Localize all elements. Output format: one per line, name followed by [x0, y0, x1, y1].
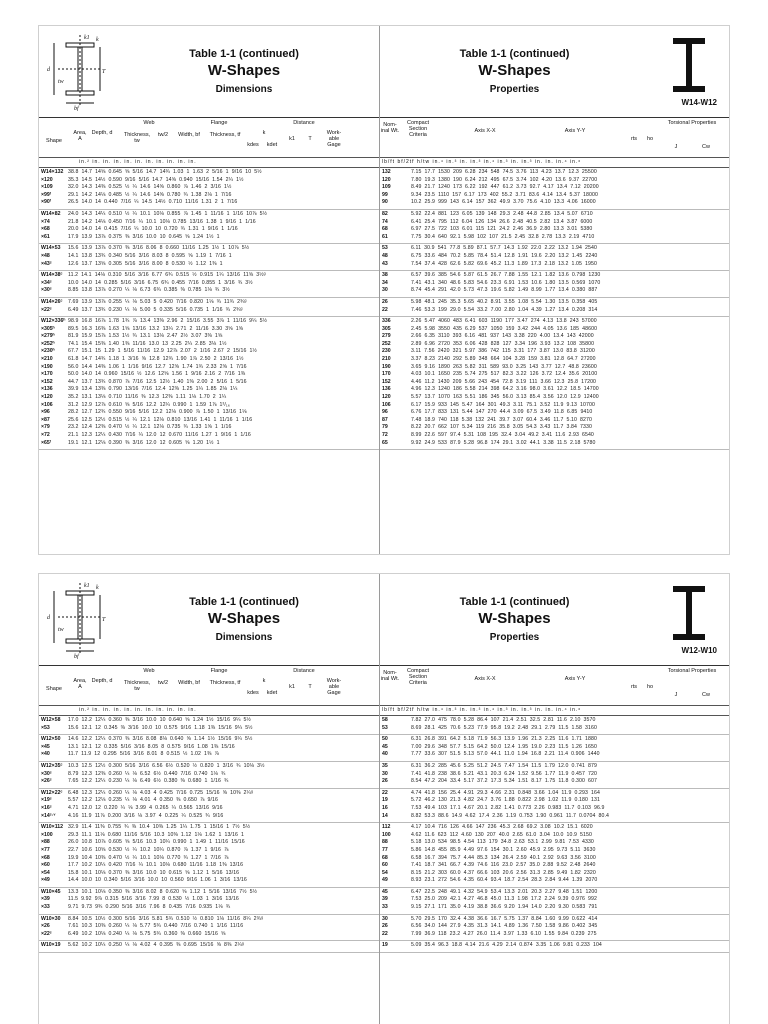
col-web-half: tw/2	[157, 680, 169, 686]
col-axis-x: Axis X-X	[474, 676, 496, 682]
col-rts: rts	[630, 136, 638, 142]
shape-group	[380, 888, 729, 915]
dimensions-table-body	[39, 716, 379, 953]
table-row: 53 8.69 28.1 425 70.6 5.23 77.9 95.8 19.2 2.48 29.1 2.79 11.5 1.58 3160	[382, 724, 598, 731]
table-subtitle: Dimensions	[215, 84, 273, 95]
table-row: 82 5.92 22.4 881 123 6.05 139 148 29.3 2.48 44.8 2.85 13.4 5.07 6710	[382, 210, 593, 217]
col-t: T	[308, 136, 312, 142]
col-ho: ho	[646, 684, 654, 690]
table-row: W14×82 24.0 14.3 14¼ 0.510 ½ ¼ 10.1 10⅛ 0.855 ⅞ 1.45 1 11/16 1 1/16 10⅞ 5½	[41, 210, 268, 217]
table-row: ×100 29.3 11.1 11⅛ 0.680 11/16 5/16 10.3 10⅜ 1.12 1⅛ 1.62 1 13/16 1	[41, 831, 244, 838]
table-row: 35 6.31 36.2 285 45.6 5.25 51.2 24.5 7.47 1.54 11.5 1.79 12.0 0.741 879	[382, 762, 598, 769]
col-flange-thickness: Thickness, tf	[209, 132, 241, 138]
table-row: ×120 35.2 13.1 13⅛ 0.710 11/16 ⅜ 12.3 12⅜ 1.11 1⅛ 1.70 2 1¼	[41, 394, 227, 401]
w-shape-section-diagram-icon	[44, 579, 112, 659]
table-row: 120 7.80 19.3 1380 190 6.24 212 495 67.5 3.74 102 4.20 13.6 9.37 22700	[382, 176, 598, 183]
column-headers	[39, 118, 379, 158]
table-row: 19 5.09 35.4 96.3 18.8 4.14 21.6 4.29 2.14 0.874 3.35 1.06 9.81 0.233 104	[382, 942, 602, 949]
table-row: ×190 56.0 14.4 14⅜ 1.06 1 1/16 9/16 12.7 12⅝ 1.74 1¾ 2.33 2⅝ 1 7/16	[41, 363, 247, 370]
table-row: ×74 21.8 14.2 14⅛ 0.450 7/16 ¼ 10.1 10⅛ 0.785 13/16 1.38 1 9/16 1 1/16	[41, 218, 256, 225]
col-t: T	[308, 684, 312, 690]
table-row: ×170 50.0 14.0 14 0.960 15/16 ½ 12.6 12⅝ 1.56 1 9/16 2.16 2 7/16 1⅜	[41, 371, 246, 378]
table-row: 58 7.82 27.0 475 78.0 5.28 86.4 107 21.4 2.51 32.5 2.81 11.6 2.10 3570	[382, 717, 596, 723]
col-web: Web	[143, 668, 155, 674]
col-axis-y: Axis Y-Y	[564, 128, 586, 134]
shape-group	[380, 244, 729, 271]
table-row: ×99ᶠ 29.1 14.2 14⅛ 0.485 ½ ¼ 14.6 14⅝ 0.780 ¾ 1.38 2⅛ 1 7/16	[41, 191, 232, 198]
col-kdes: kdes	[247, 142, 259, 148]
shape-group	[39, 244, 379, 271]
i-beam-icon	[669, 36, 709, 94]
shape-group	[380, 735, 729, 762]
table-row: 77 5.86 14.8 455 85.9 4.49 97.6 154 30.1 2.60 45.9 2.95 9.73 5.11 3630	[382, 846, 596, 853]
svg-text:tw: tw	[58, 79, 64, 85]
table-row: W14×26ᶜ 7.69 13.9 13⅞ 0.255 ¼ ⅛ 5.03 5 0.420 7/16 0.820 1⅛ ¾ 11¾ 2¾ᵍ	[41, 298, 247, 305]
table-number: Table 1-1 (continued)	[459, 596, 570, 608]
table-row: 210 3.37 8.23 2140 292 5.89 348 664 104 3.28 159 3.81 12.8 64.7 27200	[382, 356, 596, 363]
table-row: 22 4.74 41.8 156 25.4 4.91 29.3 4.66 2.31 0.848 3.66 1.04 11.9 0.293 164	[382, 789, 600, 796]
table-row: 170 4.03 10.1 1650 235 5.74 275 517 82.3 3.22 126 3.72 12.4 35.6 20100	[382, 371, 598, 378]
table-row: 65 9.92 24.9 533 87.9 5.28 96.8 174 29.1 3.02 44.1 3.38 11.5 2.18 5780	[382, 439, 596, 446]
col-flange-width: Width, bf	[178, 132, 200, 138]
col-flange-width: Width, bf	[178, 680, 200, 686]
col-distance: Distance	[293, 120, 315, 126]
shape-group	[380, 298, 729, 317]
col-flange-thickness: Thickness, tf	[209, 680, 241, 686]
table-row: ×30ᶜ 8.79 12.3 12⅜ 0.260 ¼ ⅛ 6.52 6½ 0.440 7/16 0.740 1⅛ ¾	[41, 770, 226, 777]
col-compact-criteria: Compact Section Criteria	[406, 120, 429, 138]
units-row: in.² in. in. in. in. in. in. in. in. in. in.	[39, 158, 379, 168]
table-row: W12×336ʰ 98.9 16.8 16⅞ 1.78 1¾ ⅞ 13.4 13⅜ 2.96 2 15/16 3.55 3⅞ 1 11/16 9¼ 5½	[41, 318, 268, 325]
table-row: ×49 14.4 10.0 10 0.340 5/16 3/16 10.0 10 0.560 9/16 1.06 1 3/16 13/16	[41, 877, 247, 884]
table-row: 45 7.00 29.6 348 57.7 5.15 64.2 50.0 12.4 1.95 19.0 2.23 11.5 1.26 1650	[382, 743, 598, 750]
table-row: 60 7.41 18.7 341 66.7 4.39 74.6 116 23.0 2.57 35.0 2.88 9.52 2.48 2640	[382, 862, 596, 869]
table-row: 120 5.57 13.7 1070 163 5.51 186 345 56.0 3.13 85.4 3.56 12.0 12.9 12400	[382, 394, 599, 401]
shape-range-tag: W12-W10	[681, 646, 717, 655]
shape-group	[39, 823, 379, 888]
table-row: 43 7.54 37.4 428 62.6 5.82 69.6 45.2 11.3 1.89 17.3 2.18 13.2 1.05 1950	[382, 260, 598, 267]
column-headers	[380, 118, 729, 158]
properties-page	[380, 26, 729, 554]
table-row: 112 4.17 10.4 716 126 4.66 147 236 45.3 2.68 69.2 3.08 10.2 15.1 6020	[382, 824, 593, 831]
table-row: ×43ᶜ 12.6 13.7 13⅝ 0.305 5/16 3/16 8.00 8 0.530 ½ 1.12 1⅜ 1	[41, 260, 223, 267]
column-headers	[39, 666, 379, 706]
shape-group	[380, 941, 729, 953]
table-row: 96 6.76 17.7 833 131 5.44 147 270 44.4 3.09 67.5 3.49 11.8 6.85 9410	[382, 409, 593, 416]
shape-group	[380, 716, 729, 735]
table-row: ×109 32.0 14.3 14⅜ 0.525 ½ ¼ 14.6 14⅝ 0.860 ⅞ 1.46 2 3/16 1½	[41, 184, 232, 191]
shape-group	[380, 210, 729, 244]
shape-group	[39, 210, 379, 244]
col-depth: Depth, d	[91, 130, 113, 136]
table-row: ×96 28.2 12.7 12¾ 0.550 9/16 5/16 12.2 12⅛ 0.900 ⅞ 1.50 1 13/16 1⅛	[41, 409, 247, 416]
dimensions-table-body	[39, 168, 379, 450]
shape-group	[39, 735, 379, 762]
col-cw: Cw	[702, 692, 710, 698]
table-row: W10×45 13.3 10.1 10⅛ 0.350 ⅜ 3/16 8.02 8 0.620 ⅝ 1.12 1 5/16 13/16 7½ 5½	[41, 888, 258, 895]
shape-range-tag: W14-W12	[681, 98, 717, 107]
table-row: W12×35ᶜ 10.3 12.5 12½ 0.300 5/16 3/16 6.56 6½ 0.520 ½ 0.820 1 3/16 ¾ 10⅛ 3½	[41, 762, 265, 769]
w-shape-section-diagram-icon	[44, 31, 112, 111]
col-axis-y: Axis Y-Y	[564, 676, 586, 682]
col-k1: k1	[289, 136, 295, 142]
col-web: Web	[143, 120, 155, 126]
col-depth: Depth, d	[91, 678, 113, 684]
col-distance: Distance	[293, 668, 315, 674]
svg-text:k1: k1	[84, 583, 90, 589]
col-kdes: kdes	[247, 690, 259, 696]
table-row: 305 2.45 5.98 3550 435 6.29 537 1050 159 3.42 244 4.05 13.6 185 48600	[382, 325, 598, 332]
properties-table-body	[380, 168, 729, 450]
table-row: ×30ᶜ 8.85 13.8 13⅞ 0.270 ¼ ⅛ 6.73 6¾ 0.385 ⅜ 0.785 1⅛ ¾ 3½	[41, 287, 230, 294]
table-row: ×65ᶠ 19.1 12.1 12⅛ 0.390 ⅜ 3/16 12.0 12 0.605 ⅝ 1.20 1½ 1	[41, 439, 220, 446]
col-web-thickness: Thickness, tw	[123, 132, 151, 144]
col-nominal-weight: Nom-inal Wt.	[380, 122, 400, 134]
svg-text:k: k	[96, 585, 99, 591]
shape-group	[39, 789, 379, 823]
col-gage: Work-able Gage	[326, 130, 342, 148]
table-title: W-Shapes	[478, 610, 551, 627]
col-nominal-weight: Nom-inal Wt.	[380, 670, 400, 682]
col-torsional: Torsional Properties	[667, 668, 717, 674]
table-row: 33 9.15 27.1 171 35.0 4.19 38.8 36.6 9.20 1.94 14.0 2.20 9.30 0.583 791	[382, 904, 598, 911]
col-cw: Cw	[702, 144, 710, 150]
col-shape: Shape	[46, 138, 62, 144]
table-row: W10×30 8.84 10.5 10½ 0.300 5/16 3/16 5.81 5¾ 0.510 ½ 0.810 1⅛ 11/16 8¼ 2¾ᵍ	[41, 915, 264, 922]
table-row: W12×50 14.6 12.2 12¼ 0.370 ⅜ 3/16 8.08 8⅛ 0.640 ⅝ 1.14 1½ 15/16 9¼ 5½	[41, 736, 253, 743]
table-row: W12×22ᶜ 6.48 12.3 12¼ 0.260 ¼ ⅛ 4.03 4 0.425 7/16 0.725 15/16 ⅝ 10⅜ 2¼ᵍ	[41, 789, 254, 796]
table-row: 22 7.99 36.9 118 23.2 4.27 26.0 11.4 3.97 1.33 6.10 1.55 9.84 0.239 275	[382, 930, 597, 937]
col-web-thickness: Thickness, tw	[123, 680, 151, 692]
table-row: ×26 7.61 10.3 10⅜ 0.260 ¼ ⅛ 5.77 5¾ 0.440 7/16 0.740 1 1/16 11/16	[41, 923, 244, 930]
units-row: lb/ft bf/2tf h/tw in.⁴ in.³ in. in.³ in.⁴ in.³ in. in.³ in. in. in.⁴ in.⁶	[380, 158, 729, 168]
svg-text:k: k	[96, 37, 99, 43]
table-row: W14×38ᶜ 11.2 14.1 14⅛ 0.310 5/16 3/16 6.77 6¾ 0.515 ½ 0.915 1¼ 13/16 11⅝ 3½ᵍ	[41, 272, 266, 279]
page-header	[39, 26, 379, 118]
table-row: 49 8.93 23.1 272 54.6 4.35 60.4 93.4 18.7 2.54 28.3 2.84 9.44 1.39 2070	[382, 877, 598, 884]
table-row: ×54 15.8 10.1 10⅛ 0.370 ⅜ 3/16 10.0 10 0.615 ⅝ 1.12 1 5/16 13/16	[41, 869, 240, 876]
table-row: 72 8.99 22.6 597 97.4 5.31 108 195 32.4 3.04 49.2 3.41 11.6 2.93 6540	[382, 432, 594, 438]
col-k1: k1	[289, 684, 295, 690]
table-row: ×22ᶜ 6.49 13.7 13¾ 0.230 ¼ ⅛ 5.00 5 0.335 5/16 0.735 1 1/16 ¾ 2¾ᵍ	[41, 306, 243, 313]
table-row: 68 6.58 16.7 394 75.7 4.44 85.3 134 26.4 2.59 40.1 2.92 9.63 3.56 3100	[382, 854, 596, 861]
shape-group	[39, 298, 379, 317]
table-row: ×53 15.6 12.1 12 0.345 ⅜ 3/16 10.0 10 0.575 9/16 1.18 1⅜ 15/16 9¼ 5½	[41, 724, 253, 731]
table-row: 87 7.48 18.9 740 118 5.38 132 241 39.7 3.07 60.4 3.46 11.7 5.10 8270	[382, 416, 592, 423]
svg-text:d: d	[47, 615, 50, 621]
table-row: ×87 25.6 12.5 12½ 0.515 ½ ¼ 12.1 12⅛ 0.810 13/16 1.41 1 11/16 1 1/16	[41, 416, 253, 423]
table-row: ×60 17.7 10.2 10¼ 0.420 7/16 ¼ 10.1 10⅛ 0.680 11/16 1.18 1⅜ 13/16	[41, 862, 244, 869]
table-row: 48 6.75 33.6 484 70.2 5.85 78.4 51.4 12.8 1.91 19.6 2.20 13.2 1.45 2240	[382, 252, 598, 259]
table-row: 90 10.2 25.9 999 143 6.14 157 362 49.9 3.70 75.6 4.10 13.3 4.06 16000	[382, 199, 596, 206]
table-subtitle: Dimensions	[215, 632, 273, 643]
table-number: Table 1-1 (continued)	[189, 596, 299, 608]
table-row: 30 7.41 41.8 238 38.6 5.21 43.1 20.3 6.24 1.52 9.56 1.77 11.9 0.457 720	[382, 770, 598, 777]
page-header	[39, 574, 379, 666]
shape-group	[39, 915, 379, 942]
table-row: ×279ʰ 81.9 15.9 15⅞ 1.53 1½ ¾ 13.1 13⅛ 2.47 2½ 3.07 3⅜ 1⅝	[41, 333, 223, 340]
table-row: ×34ᶜ 10.0 14.0 14 0.285 5/16 3/16 6.75 6¾ 0.455 7/16 0.855 1 3/16 ¾ 3½	[41, 279, 253, 286]
dimensions-page	[39, 26, 380, 554]
table-row: 132 7.15 17.7 1530 209 6.28 234 548 74.5 3.76 113 4.23 13.7 12.3 25500	[382, 169, 597, 175]
table-row: 79 8.22 20.7 662 107 5.34 119 216 35.8 3.05 54.3 3.43 11.7 3.84 7330	[382, 424, 592, 431]
table-row: ×305ʰ 89.5 16.3 16⅜ 1.63 1⅝ 13/16 13.2 13¼ 2.71 2 11/16 3.30 3⅝ 1⅝	[41, 325, 244, 332]
shape-group	[380, 915, 729, 942]
table-row: 14 8.82 53.3 88.6 14.9 4.62 17.4 2.36 1.19 0.753 1.90 0.961 11.7 0.0704 80.4	[382, 812, 610, 819]
table-row: 152 4.46 11.2 1430 209 5.66 243 454 72.8 3.19 111 3.66 12.3 25.8 17200	[382, 378, 597, 385]
table-row: 53 6.11 30.9 541 77.8 5.89 87.1 57.7 14.3 1.92 22.0 2.22 13.2 1.94 2540	[382, 245, 598, 252]
table-row: ×68 19.9 10.4 10⅜ 0.470 ½ ¼ 10.1 10⅛ 0.770 ¾ 1.27 1 7/16 ⅞	[41, 854, 229, 861]
table-row: ×68 20.0 14.0 14 0.415 7/16 ¼ 10.0 10 0.720 ¾ 1.31 1 9/16 1 1/16	[41, 226, 238, 233]
table-row: ×230ʰ 67.7 15.1 15 1.29 1 5/16 11/16 12.9 12⅞ 2.07 2 1/16 2.67 2 15/16 1½	[41, 348, 257, 355]
table-row: 88 5.18 13.0 534 98.5 4.54 113 179 34.8 2.63 53.1 2.99 9.81 7.53 4330	[382, 839, 594, 846]
table-row: 106 6.17 15.9 933 145 5.47 164 301 49.3 3.11 75.1 3.52 11.9 9.13 10700	[382, 401, 595, 408]
table-row: 16 7.53 49.4 103 17.1 4.67 20.1 2.82 1.41 0.773 2.26 0.983 11.7 0.103 96.9	[382, 804, 605, 811]
table-row: ×61 17.9 13.9 13⅞ 0.375 ⅜ 3/16 10.0 10 0.645 ⅝ 1.24 1½ 1	[41, 233, 220, 240]
table-spread-w14-w12	[38, 25, 730, 555]
shape-group	[39, 941, 379, 953]
table-row: 19 5.72 46.2 130 21.3 4.82 24.7 3.76 1.88 0.822 2.98 1.02 11.9 0.180 131	[382, 797, 600, 804]
table-row: ×106 31.2 12.9 12⅞ 0.610 ⅝ 5/16 12.2 12¼ 0.990 1 1.59 1⅞ 1³/₁₆	[41, 401, 230, 408]
table-row: W14×132 38.8 14.7 14⅝ 0.645 ⅝ 5/16 14.7 14¾ 1.03 1 1.63 2 5/16 1 9/16 10 5½	[41, 169, 262, 175]
table-spread-w12-w10	[38, 573, 730, 1024]
col-j: J	[674, 692, 678, 698]
table-row: ×45 13.1 12.1 12 0.335 5/16 3/16 8.05 8 0.575 9/16 1.08 1⅜ 15/16	[41, 743, 235, 750]
table-row: 54 8.15 21.2 303 60.0 4.37 66.6 103 20.6 2.56 31.3 2.85 9.49 1.82 2320	[382, 869, 596, 876]
properties-table-body	[380, 716, 729, 953]
shape-group	[39, 317, 379, 450]
table-row: ×40 11.7 11.9 12 0.295 5/16 3/16 8.01 8 0.515 ½ 1.02 1⅜ ⅞	[41, 751, 219, 758]
table-row: 39 7.53 25.0 209 42.1 4.27 46.8 45.0 11.3 1.98 17.2 2.24 9.39 0.976 992	[382, 896, 598, 903]
col-kdet: kdet	[266, 690, 278, 696]
col-flange: Flange	[210, 668, 228, 674]
table-row: 26 6.56 34.0 144 27.9 4.35 31.3 14.1 4.89 1.36 7.50 1.58 9.86 0.402 345	[382, 923, 598, 930]
svg-text:bf: bf	[74, 106, 79, 111]
dimensions-page	[39, 574, 380, 1024]
properties-page	[380, 574, 729, 1024]
shape-group	[39, 168, 379, 210]
table-row: 99 9.34 23.5 1110 157 6.17 173 402 55.2 3.71 83.6 4.14 13.4 5.37 18000	[382, 191, 598, 198]
col-torsional: Torsional Properties	[667, 120, 717, 126]
table-row: W10×19 5.62 10.2 10¼ 0.250 ¼ ⅛ 4.02 4 0.395 ⅜ 0.695 15/16 ⅝ 8⅜ 2¼ᵍ	[41, 942, 244, 949]
table-row: 230 3.11 7.56 2420 321 5.97 386 742 115 3.31 177 3.87 13.0 83.8 31200	[382, 348, 595, 355]
table-row: 336 2.26 5.47 4060 483 6.41 603 1190 177 3.47 274 4.13 13.8 243 57000	[382, 318, 597, 325]
table-title: W-Shapes	[207, 610, 281, 627]
shape-group	[380, 823, 729, 888]
table-row: W10×112 32.9 11.4 11⅜ 0.755 ¾ ⅜ 10.4 10⅜ 1.25 1¼ 1.75 1 15/16 1 7½ 5½	[41, 824, 251, 831]
col-flange: Flange	[210, 120, 228, 126]
table-row: ×22ᶜ 6.49 10.2 10⅛ 0.240 ¼ ⅛ 5.75 5¾ 0.360 ⅜ 0.660 15/16 ⅝	[41, 930, 226, 937]
svg-text:k1: k1	[84, 35, 90, 41]
table-row: ×88 26.0 10.8 10⅞ 0.605 ⅝ 5/16 10.3 10¼ 0.990 1 1.49 1 11/16 15/16	[41, 839, 245, 846]
table-number: Table 1-1 (continued)	[459, 48, 570, 60]
table-row: ×48 14.1 13.8 13¾ 0.340 5/16 3/16 8.03 8 0.595 ⅝ 1.19 1 7/16 1	[41, 252, 232, 259]
table-row: W14×53 15.6 13.9 13⅞ 0.370 ⅜ 3/16 8.06 8 0.660 11/16 1.25 1½ 1 10⅞ 5½	[41, 245, 250, 252]
table-row: 109 8.49 21.7 1240 173 6.22 192 447 61.2 3.73 92.7 4.17 13.4 7.12 20200	[382, 184, 599, 191]
shape-group	[39, 762, 379, 789]
shape-group	[380, 789, 729, 823]
page-header	[380, 574, 729, 666]
col-shape: Shape	[46, 686, 62, 692]
table-row: W12×58 17.0 12.2 12¼ 0.360 ⅜ 3/16 10.0 10 0.640 ⅝ 1.24 1½ 15/16 9¼ 5½	[41, 717, 251, 723]
i-beam-icon	[669, 584, 709, 642]
table-row: ×120 35.3 14.5 14½ 0.590 9/16 5/16 14.7 14⅝ 0.940 15/16 1.54 2¼ 1½	[41, 176, 244, 183]
table-row: 26 5.98 48.1 245 35.3 5.65 40.2 8.91 3.55 1.08 5.54 1.30 13.5 0.358 405	[382, 298, 598, 305]
table-row: ×26ᶜ 7.65 12.2 12¼ 0.230 ¼ ⅛ 6.49 6½ 0.380 ⅜ 0.680 1 1/16 ¾	[41, 778, 229, 785]
table-row: 40 7.77 33.6 307 51.5 5.13 57.0 44.1 11.0 1.94 16.8 2.21 11.4 0.906 1440	[382, 751, 600, 758]
col-j: J	[674, 144, 678, 150]
table-row: ×19ᶜ 5.57 12.2 12⅛ 0.235 ¼ ⅛ 4.01 4 0.350 ⅜ 0.650 ⅞ 9/16	[41, 797, 219, 804]
col-kdet: kdet	[266, 142, 278, 148]
shape-group	[380, 317, 729, 450]
col-area: Area, A	[73, 678, 87, 690]
table-row: ×14ᶜ·ᵛ 4.16 11.9 11⅞ 0.200 3/16 ⅛ 3.97 4 0.225 ¼ 0.525 ¾ 9/16	[41, 812, 224, 819]
table-row: ×16ᶜ 4.71 12.0 12 0.220 ¼ ⅛ 3.99 4 0.265 ¼ 0.565 13/16 9/16	[41, 804, 223, 811]
table-title: W-Shapes	[478, 62, 551, 79]
table-row: ×210 61.8 14.7 14¾ 1.18 1 3/16 ⅝ 12.8 12¾ 1.90 1⅞ 2.50 2 13/16 1½	[41, 356, 244, 363]
table-subtitle: Properties	[489, 84, 540, 95]
table-title: W-Shapes	[207, 62, 281, 79]
shape-group	[380, 762, 729, 789]
table-row: 34 7.41 43.1 340 48.6 5.83 54.6 23.3 6.91 1.53 10.6 1.80 13.5 0.569 1070	[382, 279, 601, 286]
table-row: 22 7.46 53.3 199 29.0 5.54 33.2 7.00 2.80 1.04 4.39 1.27 13.4 0.208 314	[382, 306, 598, 313]
table-row: ×152 44.7 13.7 13¾ 0.870 ⅞ 7/16 12.5 12½ 1.40 1⅜ 2.00 2 5/16 1 5/16	[41, 378, 247, 385]
table-row: 30 8.74 45.4 291 42.0 5.73 47.3 19.6 5.82 1.49 8.99 1.77 13.4 0.380 887	[382, 287, 598, 294]
table-row: ×77 22.7 10.6 10⅝ 0.530 ½ ¼ 10.2 10¼ 0.870 ⅞ 1.37 1 9/16 ⅞	[41, 846, 229, 853]
table-row: ×33 9.71 9.73 9¾ 0.290 5/16 3/16 7.96 8 0.435 7/16 0.935 1⅛ ¾	[41, 904, 231, 911]
shape-group	[39, 271, 379, 298]
shape-group	[380, 168, 729, 210]
table-row: ×136 39.9 13.4 13⅜ 0.790 13/16 7/16 12.4 12⅜ 1.25 1¼ 1.85 2⅛ 1¼	[41, 386, 238, 393]
table-row: 190 3.65 9.16 1890 263 5.82 311 589 93.0 3.25 143 3.77 12.7 48.8 23600	[382, 363, 597, 370]
svg-text:bf: bf	[74, 654, 79, 659]
col-area: Area, A	[73, 130, 87, 142]
col-ho: ho	[646, 136, 654, 142]
table-subtitle: Properties	[489, 632, 540, 643]
table-row: ×252ʰ 74.1 15.4 15⅜ 1.40 1⅜ 11/16 13.0 13 2.25 2¼ 2.85 3⅛ 1½	[41, 340, 227, 347]
table-row: 30 5.70 29.5 170 32.4 4.38 36.6 16.7 5.75 1.37 8.84 1.60 9.99 0.622 414	[382, 915, 598, 922]
table-row: 68 6.97 27.5 722 103 6.01 115 121 24.2 2.46 36.9 2.80 13.3 3.01 5380	[382, 226, 593, 233]
table-row: 136 4.96 12.3 1240 186 5.58 214 398 64.2 3.16 98.0 3.61 12.2 18.5 14700	[382, 386, 599, 393]
svg-text:T: T	[102, 69, 106, 75]
col-axis-x: Axis X-X	[474, 128, 496, 134]
column-headers	[380, 666, 729, 706]
col-rts: rts	[630, 684, 638, 690]
shape-group	[39, 888, 379, 915]
table-row: 100 4.62 11.6 623 112 4.60 130 207 40.0 2.65 61.0 3.04 10.0 10.9 5150	[382, 831, 592, 838]
table-row: ×90ᶠ 26.5 14.0 14 0.440 7/16 ¼ 14.5 14½ 0.710 11/16 1.31 2 1 7/16	[41, 199, 238, 206]
svg-text:T: T	[102, 617, 106, 623]
col-gage: Work-able Gage	[326, 678, 342, 696]
shape-group	[39, 716, 379, 735]
table-row: 38 6.57 39.6 385 54.6 5.87 61.5 26.7 7.88 1.55 12.1 1.82 13.6 0.798 1230	[382, 272, 601, 279]
table-row: ×39 11.5 9.92 9⅞ 0.315 5/16 3/16 7.99 8 0.530 ½ 1.03 1 3/16 13/16	[41, 896, 239, 903]
table-number: Table 1-1 (continued)	[189, 48, 299, 60]
table-row: 252 2.89 6.96 2720 353 6.06 428 828 127 3.34 196 3.93 13.2 108 35800	[382, 340, 595, 347]
table-row: ×72 21.1 12.3 12¼ 0.430 7/16 ¼ 12.0 12 0.670 11/16 1.27 1 9/16 1 1/16	[41, 432, 251, 438]
units-row: lb/ft bf/2tf h/tw in.⁴ in.³ in. in.³ in.⁴ in.³ in. in.³ in. in. in.⁴ in.⁶	[380, 706, 729, 716]
col-k: k	[262, 130, 266, 136]
table-row: 26 8.54 47.2 204 33.4 5.17 37.2 17.3 5.34 1.51 8.17 1.75 11.8 0.300 607	[382, 778, 598, 785]
table-row: 279 2.66 6.35 3110 393 6.16 481 937 143 3.38 220 4.00 13.4 143 42000	[382, 333, 594, 340]
col-web-half: tw/2	[157, 132, 169, 138]
table-row: ×79 23.2 12.4 12⅜ 0.470 ½ ¼ 12.1 12⅛ 0.735 ¾ 1.33 1⅝ 1 1/16	[41, 424, 232, 431]
table-row: 45 6.47 22.5 248 49.1 4.32 54.9 53.4 13.3 2.01 20.3 2.27 9.48 1.51 1200	[382, 888, 598, 895]
table-row: 61 7.75 30.4 640 92.1 5.98 102 107 21.5 2.45 32.8 2.78 13.3 2.19 4710	[382, 233, 595, 240]
svg-text:d: d	[47, 67, 50, 73]
table-row: 50 6.31 26.8 391 64.2 5.18 71.9 56.3 13.9 1.96 21.3 2.25 11.6 1.71 1880	[382, 736, 598, 743]
col-k: k	[262, 678, 266, 684]
units-row: in.² in. in. in. in. in. in. in. in. in. in.	[39, 706, 379, 716]
table-row: 74 6.41 25.4 795 112 6.04 126 134 26.6 2.48 40.5 2.82 13.4 3.87 6000	[382, 218, 593, 225]
page-header	[380, 26, 729, 118]
svg-text:tw: tw	[58, 627, 64, 633]
shape-group	[380, 271, 729, 298]
col-compact-criteria: Compact Section Criteria	[406, 668, 429, 686]
